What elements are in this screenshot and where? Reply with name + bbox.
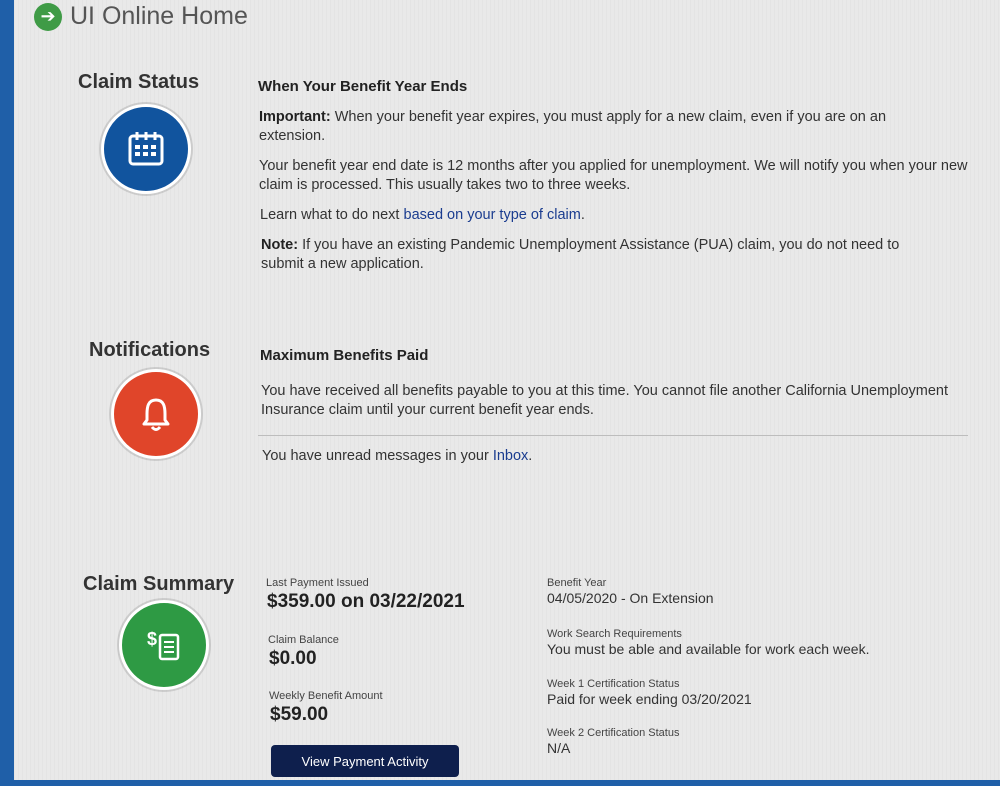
claim-summary-title: Claim Summary xyxy=(83,573,235,595)
claim-status-title: Claim Status xyxy=(78,71,200,93)
inbox-suffix: . xyxy=(528,448,533,464)
claim-balance-label: Claim Balance xyxy=(268,634,339,646)
learn-paragraph xyxy=(260,206,960,225)
claim-balance-value: $0.00 xyxy=(269,648,317,669)
important-label: Important: xyxy=(259,109,331,125)
inbox-paragraph xyxy=(262,447,862,466)
important-text: When your benefit year expires, you must apply for a new claim, even if you are on an extension. xyxy=(259,109,887,144)
maximum-benefits-text: You have received all benefits payable to you at this time. You cannot file another California Unemployment Insurance claim until your current benefit year ends. xyxy=(261,383,949,418)
screen xyxy=(14,0,1000,780)
claim-type-link[interactable]: based on your type of claim xyxy=(403,207,581,223)
benefit-year-ends-heading: When Your Benefit Year Ends xyxy=(258,78,468,95)
end-date-paragraph: Your benefit year end date is 12 months after you applied for unemployment. We will notify you when your new claim is processed. This usually takes two to three weeks. xyxy=(259,158,968,193)
work-search-label: Work Search Requirements xyxy=(547,628,682,640)
last-payment-label: Last Payment Issued xyxy=(266,577,369,589)
notifications-title: Notifications xyxy=(89,339,211,361)
bell-icon xyxy=(111,369,201,459)
note-paragraph xyxy=(261,236,941,274)
calendar-icon xyxy=(101,104,191,194)
benefit-year-value: 04/05/2020 - On Extension xyxy=(547,590,714,606)
inbox-link[interactable]: Inbox xyxy=(492,448,529,464)
weekly-benefit-label: Weekly Benefit Amount xyxy=(269,690,383,702)
work-search-value: You must be able and available for work each week. xyxy=(547,641,870,657)
view-payment-activity-button[interactable]: View Payment Activity xyxy=(271,745,459,777)
learn-prefix: Learn what to do next xyxy=(260,207,404,223)
week2-status-label: Week 2 Certification Status xyxy=(547,727,680,739)
week1-status-label: Week 1 Certification Status xyxy=(547,678,680,690)
page-header xyxy=(34,2,248,31)
divider xyxy=(258,435,968,436)
note-label: Note: xyxy=(261,237,299,253)
week2-status-value: N/A xyxy=(547,740,571,756)
maximum-benefits-heading: Maximum Benefits Paid xyxy=(260,347,429,364)
weekly-benefit-value: $59.00 xyxy=(270,704,329,725)
page-title: UI Online Home xyxy=(70,2,248,30)
important-paragraph xyxy=(259,108,939,146)
dollar-document-icon xyxy=(119,600,209,690)
last-payment-value: $359.00 on 03/22/2021 xyxy=(267,591,465,612)
week1-status-value: Paid for week ending 03/20/2021 xyxy=(547,691,752,707)
note-text: If you have an existing Pandemic Unemployment Assistance (PUA) claim, you do not need to submit a new application. xyxy=(261,237,900,272)
home-arrow-icon[interactable]: ➔ xyxy=(34,3,62,31)
learn-suffix: . xyxy=(580,207,585,223)
inbox-prefix: You have unread messages in your xyxy=(262,448,493,464)
benefit-year-label: Benefit Year xyxy=(547,577,607,589)
svg-text:$: $ xyxy=(147,629,158,649)
